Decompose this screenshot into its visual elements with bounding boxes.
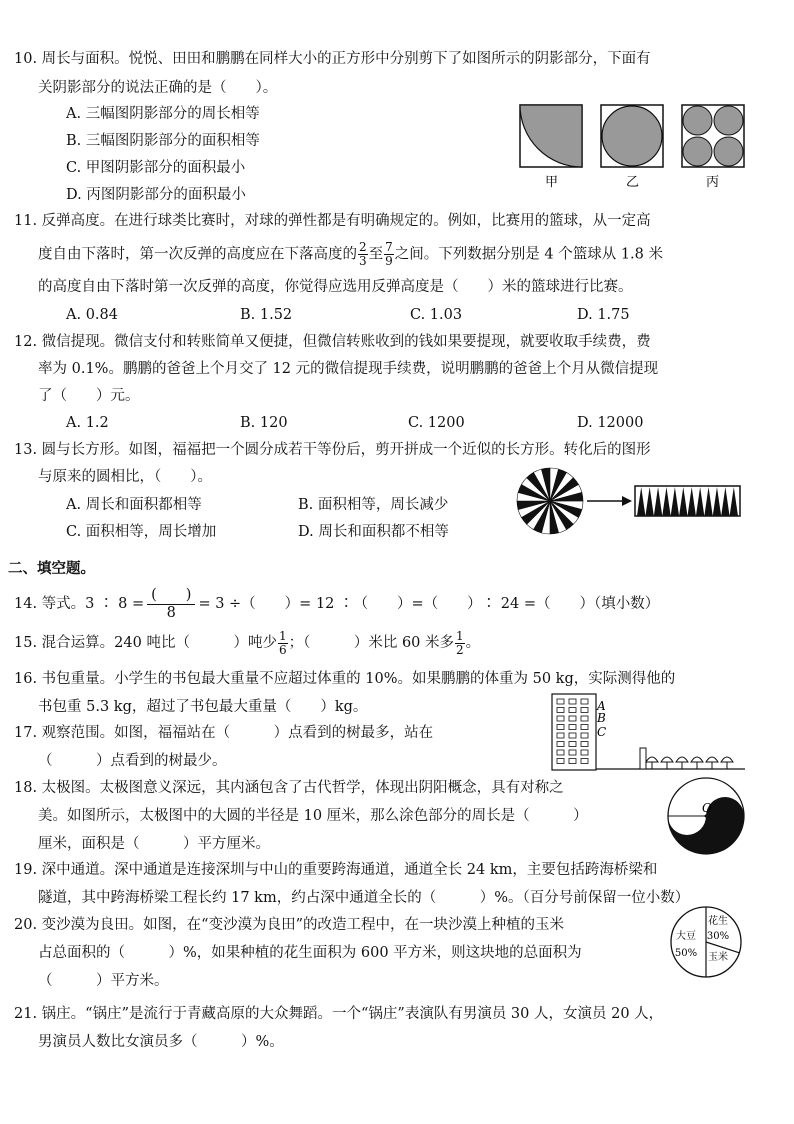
q17-label-a: A (597, 699, 606, 713)
q15-frac1-denominator: 6 (278, 642, 287, 657)
q20-pie-chart (668, 904, 744, 980)
q18-line3: 厘米，面积是（ ）平方厘米。 (38, 836, 270, 852)
q12-option-b: B. 120 (240, 415, 288, 431)
q14-frac-numerator: ( ) (147, 587, 195, 605)
q14-part-a: 14. 等式。3 ∶ 8 = (14, 596, 145, 612)
q21-line2: 男演员人数比女演员多（ ）%。 (38, 1034, 284, 1050)
q16-line1: 16. 书包重量。小学生的书包最大重量不应超过体重的 10%。如果鹏鹏的体重为 50 kg，实际测得他的 (14, 671, 676, 687)
q17-tree-crown (646, 757, 658, 762)
q11-frac1-denominator: 3 (359, 254, 367, 268)
q11-line2 (38, 241, 663, 268)
q10-fig-jia-quarter-circle (520, 105, 582, 167)
q11-line2-mid: 至 (368, 246, 384, 263)
q12-option-a: A. 1.2 (66, 415, 109, 431)
pie-slice-label: 花生 (708, 916, 728, 927)
q17-tree-crown (721, 757, 733, 762)
q11-option-d: D. 1.75 (577, 307, 630, 323)
q11-option-b: B. 1.52 (240, 307, 293, 323)
q13-line2: 与原来的圆相比，（ ）。 (38, 469, 212, 485)
q17-window (569, 699, 576, 704)
q17-window (569, 708, 576, 713)
q13-figure (510, 465, 750, 537)
q17-line1: 17. 观察范围。如图，福福站在（ ）点看到的树最多，站在 (14, 725, 434, 741)
q10-fig-bing-circle-1 (683, 106, 712, 135)
q10-figure (515, 100, 755, 195)
q17-window (581, 725, 588, 730)
q17-window (569, 733, 576, 738)
q20-line3: （ ）平方米。 (38, 973, 169, 989)
q17-label-b: B (597, 711, 606, 725)
q17-window (557, 699, 564, 704)
q17-window (557, 750, 564, 755)
q17-tree-crown (691, 757, 703, 762)
q17-window (557, 708, 564, 713)
q20-line1: 20. 变沙漠为良田。如图，在“变沙漠为良田”的改造工程中，在一块沙漠上种植的玉米 (14, 917, 564, 933)
q17-window (581, 708, 588, 713)
q15-part-c: 。 (465, 635, 481, 651)
pie-slice-value: 50% (674, 948, 698, 959)
q17-window (569, 716, 576, 721)
q10-option-d: D. 丙图阴影部分的面积最小 (66, 187, 246, 203)
q17-window (581, 742, 588, 747)
q12-line3: 了（ ）元。 (38, 388, 140, 404)
pie-slice-label: 大豆 (676, 931, 696, 942)
q13-option-b: B. 面积相等，周长减少 (298, 497, 449, 513)
q11-line3: 的高度自由下落时第一次反弹的高度，你觉得应选用反弹高度是（ ）米的篮球进行比赛。 (38, 279, 633, 295)
q11-frac-two-thirds (358, 241, 368, 268)
q17-window (557, 759, 564, 764)
q17-label-c: C (597, 725, 607, 739)
q18-line2: 美。如图所示，太极图中的大圆的半径是 10 厘米，那么涂色部分的周长是（ ） (38, 808, 588, 824)
q13-sectored-circle (517, 468, 583, 534)
q11-frac2-denominator: 9 (385, 254, 393, 268)
q15-frac2-numerator: 1 (456, 628, 464, 643)
q17-window (569, 750, 576, 755)
q20-line2: 占总面积的（ ）%，如果种植的花生面积为 600 平方米，则这块地的总面积为 (38, 945, 582, 961)
q15-frac-one-half (455, 630, 465, 657)
q10-option-a: A. 三幅图阴影部分的周长相等 (66, 106, 260, 122)
q21-line1: 21. 锅庄。“锅庄”是流行于青藏高原的大众舞蹈。一个“锅庄”表演队有男演员 30 人，女演员 20 人， (14, 1006, 664, 1022)
q10-line1: 10. 周长与面积。悦悦、田田和鹏鹏在同样大小的正方形中分别剪下了如图所示的阴影部分，下面有 (14, 51, 651, 67)
q17-window (557, 716, 564, 721)
q11-option-c: C. 1.03 (410, 307, 463, 323)
q11-line2-a: 度自由下落时，第一次反弹的高度应在下落高度的 (38, 246, 357, 263)
q17-tree-crown (661, 757, 673, 762)
q17-trees (646, 757, 733, 769)
section-2-title: 二、填空题。 (8, 560, 95, 577)
q10-fig-label-jia: 甲 (545, 175, 559, 190)
q11-line2-b: 之间。下列数据分别是 4 个篮球从 1.8 米 (394, 246, 664, 263)
q12-option-d: D. 12000 (577, 415, 644, 431)
q17-window (581, 716, 588, 721)
q17-window (581, 733, 588, 738)
q17-figure (540, 690, 745, 772)
q11-frac2-numerator: 7 (385, 240, 393, 254)
q19-line2: 隧道，其中跨海桥梁工程长约 17 km，约占深中通道全长的（ ）%。（百分号前保留一位小数） (38, 890, 690, 906)
q15-frac1-numerator: 1 (278, 628, 287, 643)
q18-taiji-figure (664, 774, 748, 858)
q17-window (569, 725, 576, 730)
q17-window (569, 742, 576, 747)
q15-line (14, 628, 480, 658)
q17-window (581, 750, 588, 755)
pie-slice-label: 玉米 (708, 952, 728, 963)
q14-fraction (147, 587, 195, 622)
q14-line (14, 586, 659, 622)
q15-part-b: ；（ ）米比 60 米多 (288, 635, 455, 651)
q17-window (569, 759, 576, 764)
q14-frac-denominator: 8 (166, 604, 176, 621)
q10-fig-yi-circle (602, 106, 662, 166)
q17-window (581, 759, 588, 764)
q12-line1: 12. 微信提现。微信支付和转账简单又便捷，但微信转账收到的钱如果要提现，就要收取手续费，费 (14, 334, 651, 350)
q18-line1: 18. 太极图。太极图意义深远，其内涵包含了古代哲学，体现出阴阳概念，具有对称之 (14, 780, 564, 796)
q10-fig-label-bing: 丙 (706, 175, 720, 190)
q12-option-c: C. 1200 (408, 415, 465, 431)
q17-window (581, 699, 588, 704)
q10-fig-label-yi: 乙 (626, 175, 640, 190)
q12-line2: 率为 0.1%。鹏鹏的爸爸上个月交了 12 元的微信提现手续费，说明鹏鹏的爸爸上个月从微信提现 (38, 361, 659, 377)
q16-line2: 书包重 5.3 kg，超过了书包最大重量（ ）kg。 (38, 699, 368, 715)
q13-option-a: A. 周长和面积都相等 (66, 497, 202, 513)
q11-option-a: A. 0.84 (66, 307, 118, 323)
q13-option-c: C. 面积相等，周长增加 (66, 524, 217, 540)
q10-fig-bing-circle-4 (714, 137, 743, 166)
q19-line1: 19. 深中通道。深中通道是连接深圳与中山的重要跨海通道，通道全长 24 km，主要包括跨海桥梁和 (14, 862, 658, 878)
q10-option-b: B. 三幅图阴影部分的面积相等 (66, 133, 260, 149)
q11-frac1-numerator: 2 (359, 240, 367, 254)
q10-option-c: C. 甲图阴影部分的面积最小 (66, 160, 246, 176)
pie-slice-value: 30% (706, 931, 730, 942)
q14-part-b: = 3 ÷（ ）= 12 ∶（ ）=（ ）∶ 24 =（ ）（填小数） (198, 596, 660, 612)
pie-slices (671, 907, 741, 977)
q17-tree-crown (676, 757, 688, 762)
q11-frac-seven-ninths (384, 241, 394, 268)
q17-line2: （ ）点看到的树最少。 (38, 753, 227, 769)
q13-option-d: D. 周长和面积都不相等 (298, 524, 449, 540)
q10-line2: 关阴影部分的说法正确的是（ ）。 (38, 80, 278, 96)
q18-label-o: O (702, 801, 712, 815)
q15-part-a: 15. 混合运算。240 吨比（ ）吨少 (14, 635, 277, 651)
q17-window (557, 725, 564, 730)
q17-wall (640, 748, 646, 769)
q15-frac-one-sixth (278, 630, 288, 657)
q13-arrow-head (622, 496, 632, 506)
q15-frac2-denominator: 2 (456, 642, 464, 657)
q17-window (557, 733, 564, 738)
q10-fig-bing-circle-3 (683, 137, 712, 166)
q17-window (557, 742, 564, 747)
q11-line1: 11. 反弹高度。在进行球类比赛时，对球的弹性都是有明确规定的。例如，比赛用的篮球，从一定高 (14, 213, 651, 229)
q17-tree-crown (706, 757, 718, 762)
q13-line1: 13. 圆与长方形。如图，福福把一个圆分成若干等份后，剪开拼成一个近似的长方形。转化后的图形 (14, 442, 651, 458)
q10-fig-bing-circle-2 (714, 106, 743, 135)
